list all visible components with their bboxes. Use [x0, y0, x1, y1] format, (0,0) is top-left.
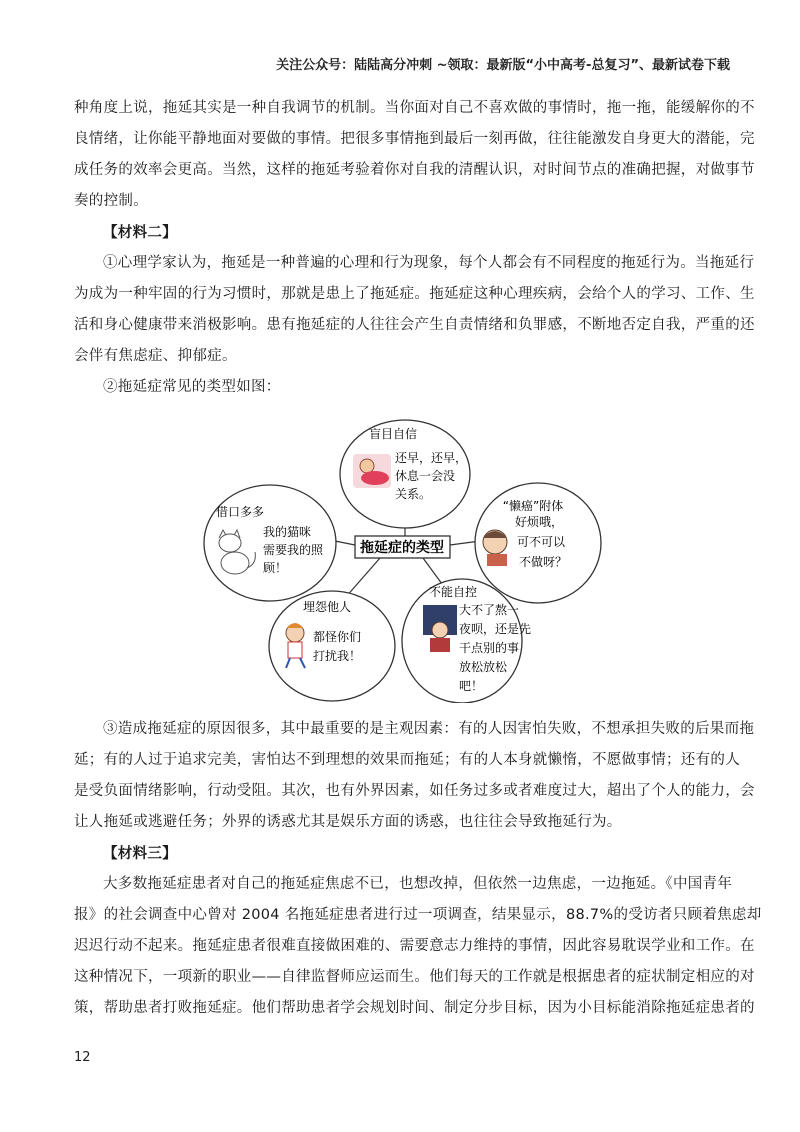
text-line: 这种情况下，一项新的职业——自律监督师应运而生。他们每天的工作就是根据患者的症状制定相应的对	[74, 969, 755, 985]
section-title-material-2: 【材料二】	[103, 224, 177, 241]
text-line: 让人拖延或逃避任务；外界的诱惑尤其是娱乐方面的诱惑，也往往会导致拖延行为。	[74, 814, 622, 830]
node-text: 放松放松	[459, 660, 508, 674]
center-label: 拖延症的类型	[360, 540, 444, 556]
node-text: 我的猫咪	[263, 525, 312, 539]
node-text: 需要我的照	[263, 543, 324, 557]
node-text: 好烦哦，	[515, 515, 564, 529]
body-text-continued	[74, 714, 762, 1024]
page-number: 12	[74, 1050, 91, 1065]
node-text: 休息一会没	[395, 469, 456, 483]
text-line: ③造成拖延症的原因很多，其中最重要的是主观因素：有的人因害怕失败，不想承担失败的后果而拖	[103, 721, 755, 737]
text-line: 延；有的人过于追求完美，害怕达不到理想的效果而拖延；有的人本身就懒惰，不愿做事情；还有的人	[74, 752, 740, 768]
text-line: 是受负面情绪影响，行动受阻。其次，也有外界因素，如任务过多或者难度过大，超出了个人的能力，会	[74, 783, 755, 799]
text-span: 报》的社会调查中心曾对	[74, 907, 242, 923]
node-text: 可不可以	[517, 535, 566, 549]
text-line: 种角度上说，拖延其实是一种自我调节的机制。当你面对自己不喜欢做的事情时，拖一拖，能缓解你的不	[74, 100, 755, 116]
node-text: 夜呗，还是先	[459, 622, 532, 636]
text-line: 活和身心健康带来消极影响。患有拖延症的人往往会产生自责情绪和负罪感，不断地否定自我，严重的还	[74, 317, 755, 333]
node-title: 盲目自信	[368, 427, 418, 441]
node-text: 干点别的事	[459, 641, 520, 655]
node-text: 吧！	[459, 679, 484, 693]
procrastination-types-diagram	[195, 418, 605, 703]
section-title-material-3: 【材料三】	[103, 845, 177, 862]
text-line	[74, 900, 762, 931]
text-span: 的受访者只顾着焦虑却	[613, 907, 762, 923]
node-title: 借口多多	[215, 505, 265, 519]
node-title: 不能自控	[428, 585, 478, 599]
body-text	[74, 93, 755, 403]
connector-line	[345, 558, 380, 598]
page-header: 关注公众号：陆陆高分冲刺 ~领取：最新版“小中高考-总复习”、最新试卷下载	[276, 58, 730, 73]
node-title: 埋怨他人	[302, 600, 352, 614]
text-line: 迟迟行动不起来。拖延症患者很难直接做困难的、需要意志力维持的事情，因此容易耽误学业和工作。在	[74, 938, 755, 954]
text-line: 奏的控制。	[74, 193, 148, 209]
node-text: 关系。	[395, 487, 432, 501]
text-line: 大多数拖延症患者对自己的拖延症焦虑不已，也想改掉，但依然一边焦虑，一边拖延。《中国青年	[103, 876, 733, 892]
survey-percent: 88.7%	[565, 907, 614, 923]
node-text: 不做呀？	[519, 555, 568, 569]
node-text: 还早，还早，	[395, 451, 468, 465]
sleeping-person-icon	[353, 454, 391, 488]
text-line: 策，帮助患者打败拖延症。他们帮助患者学会规划时间、制定分步目标，因为小目标能消除拖延症患者的	[74, 1000, 755, 1016]
node-text: 都怪你们	[313, 630, 362, 644]
text-span: 名拖延症患者进行过一项调查，结果显示，	[279, 907, 566, 923]
text-line: 成任务的效率会更高。当然，这样的拖延考验着你对自我的清醒认识，对时间节点的准确把握，对做事节	[74, 162, 755, 178]
text-line: ①心理学家认为，拖延是一种普遍的心理和行为现象，每个人都会有不同程度的拖延行为。当拖延行	[103, 255, 755, 271]
node-text: 打扰我！	[313, 649, 362, 663]
survey-count: 2004	[241, 907, 280, 923]
text-line: 为成为一种牢固的行为习惯时，那就是患上了拖延症。拖延症这种心理疾病，会给个人的学习、工作、生	[74, 286, 755, 302]
node-text: 顾！	[263, 561, 288, 575]
node-title: “懒癌”附体	[502, 499, 564, 513]
text-line: ②拖延症常见的类型如图：	[103, 379, 281, 395]
node-text: 大不了熬一	[459, 603, 520, 617]
connector-line	[335, 541, 355, 545]
text-line: 良情绪，让你能平静地面对要做的事情。把很多事情拖到最后一刻再做，往往能激发自身更大的潜能，完	[74, 131, 755, 147]
text-line: 会伴有焦虑症、抑郁症。	[74, 348, 237, 364]
